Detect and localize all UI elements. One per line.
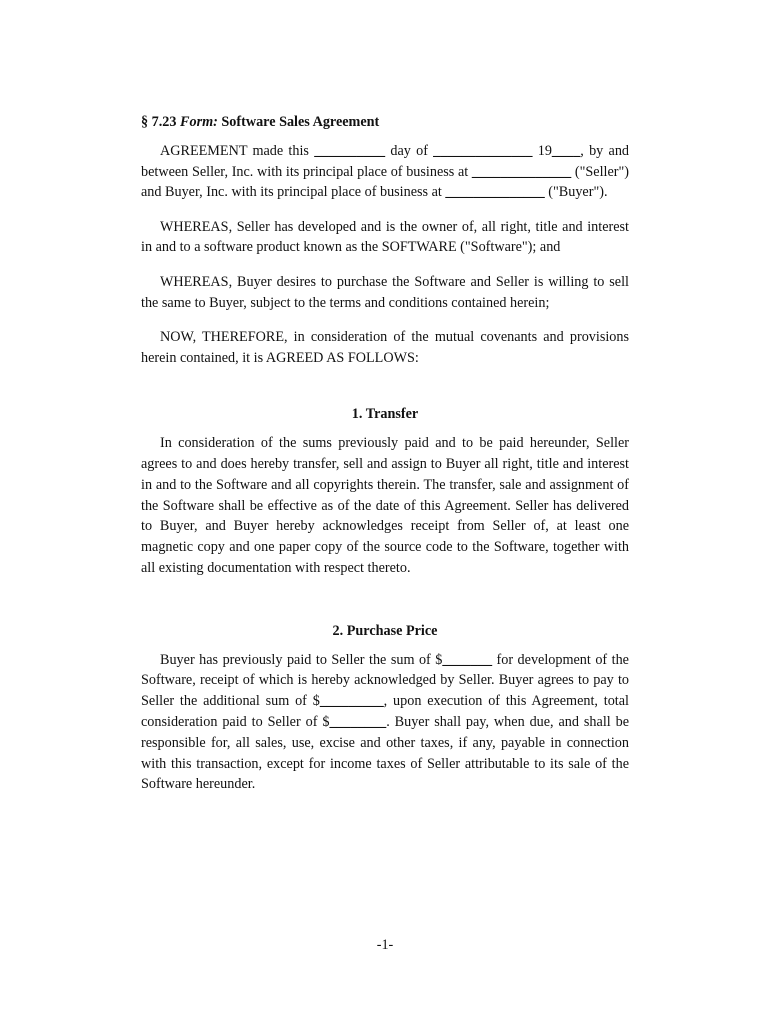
document-page	[141, 112, 629, 809]
agreement-title: Software Sales Agreement	[221, 114, 380, 130]
form-label: Form:	[180, 114, 218, 130]
prior-payment-blank: _______	[442, 651, 493, 668]
year-blank: ____	[551, 142, 581, 159]
additional-sum-blank: _________	[319, 693, 384, 710]
section-number: § 7.23	[141, 114, 177, 130]
intro-text-4: , by and between Seller, Inc. with its principal place of business at	[141, 142, 630, 180]
whereas-paragraph-2: WHEREAS, Buyer desires to purchase the Software and Seller is willing to sell the same to Buyer, subject to the terms and conditions contained herein;	[141, 273, 629, 311]
page-number: -1-	[376, 937, 394, 953]
intro-text-2: day of	[385, 142, 434, 159]
seller-address-blank: ______________	[471, 163, 572, 180]
whereas-paragraph-1: WHEREAS, Seller has developed and is the owner of, all right, title and interest in and to a software product known as the SOFTWARE ("Software"); and	[141, 218, 629, 256]
intro-paragraph	[141, 141, 629, 203]
day-blank: __________	[314, 142, 386, 159]
price-text-4: . Buyer shall pay, when due, and shall be responsible for, all sales, use, excise and other taxes, if any, payable in connection with this transaction, except for income taxes of Seller attributable to its sale of the Software hereunder.	[141, 714, 629, 793]
intro-text-3: 19	[532, 142, 552, 159]
intro-text-6: ("Buyer").	[544, 184, 608, 201]
month-blank: ______________	[433, 142, 533, 159]
now-therefore-paragraph: NOW, THEREFORE, in consideration of the mutual covenants and provisions herein contained, it is AGREED AS FOLLOWS:	[141, 328, 629, 366]
document-heading	[141, 112, 629, 133]
price-text-2: for development of the Software, receipt of which is hereby acknowledged by Seller. Buyer agrees to pay to Seller the additional sum of $	[141, 651, 629, 710]
section-2-title: 2. Purchase Price	[332, 622, 438, 639]
section-2-body	[141, 650, 629, 796]
section-1-title: 1. Transfer	[351, 406, 419, 423]
price-text-3: , upon execution of this Agreement, total consideration paid to Seller of $	[141, 693, 629, 731]
intro-text-5: ("Seller") and Buyer, Inc. with its principal place of business at	[141, 163, 630, 201]
intro-text-1: AGREEMENT made this	[160, 142, 315, 159]
buyer-address-blank: ______________	[445, 184, 545, 201]
section-1-body: In consideration of the sums previously paid and to be paid hereunder, Seller agrees to and does hereby transfer, sell and assign to Buyer all right, title and interest in and to the Software and all copyrights therein. The transfer, sale and assignment of the Software shall be effective as of the date of this Agreement. Seller has delivered to Buyer, and Buyer hereby acknowledges receipt from Seller of, at least one magnetic copy and one paper copy of the source code to the Software, together with all existing documentation with respect thereto.	[141, 435, 629, 577]
price-text-1: Buyer has previously paid to Seller the sum of $	[160, 651, 443, 668]
total-consideration-blank: ________	[329, 714, 387, 731]
